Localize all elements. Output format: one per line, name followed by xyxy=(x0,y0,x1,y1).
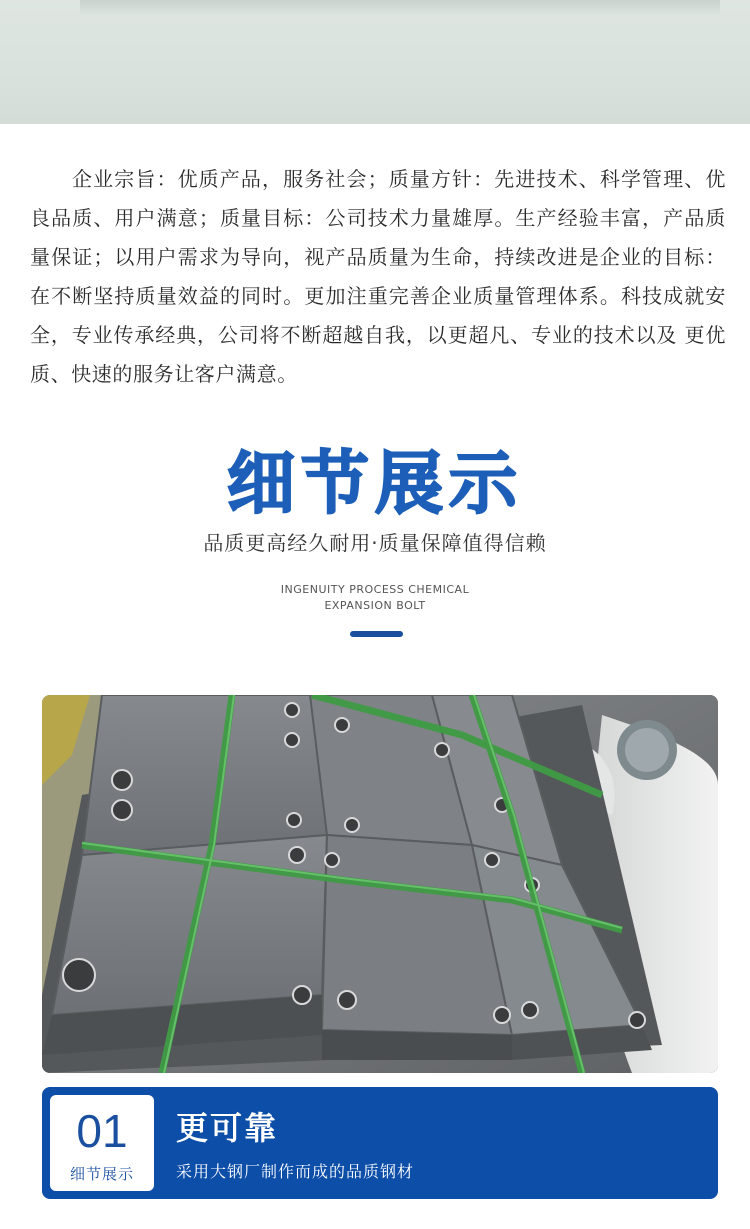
detail-description: 采用大钢厂制作而成的品质钢材 xyxy=(176,1162,415,1181)
detail-number-label: 细节展示 xyxy=(69,1165,134,1183)
section-title: 细节展示 xyxy=(226,445,523,524)
detail-title: 更可靠 xyxy=(176,1109,279,1147)
detail-caption-panel xyxy=(42,1087,718,1199)
detail-number-badge xyxy=(50,1095,154,1191)
title-underline xyxy=(350,631,403,637)
english-tagline-line1: INGENUITY PROCESS CHEMICAL xyxy=(280,583,470,596)
top-photo xyxy=(0,0,750,124)
product-photo xyxy=(42,695,718,1073)
section-subtitle: 品质更高经久耐用·质量保障值得信赖 xyxy=(203,531,547,555)
steel-plates-image xyxy=(42,695,718,1073)
english-tagline xyxy=(0,582,750,614)
intro-paragraph: 企业宗旨：优质产品，服务社会；质量方针：先进技术、科学管理、优良品质、用户满意；质量目标：公司技术力量雄厚。生产经验丰富，产品质量保证；以用户需求为导向，视产品质量为生命，持续改进是企业的目标：在不断坚持质量效益的同时。更加注重完善企业质量管理体系。科技成就安全，专业传承经典，公司将不断超越自我，以更超凡、专业的技术以及 更优质、快速的服务让客户满意。 xyxy=(30,167,726,386)
english-tagline-line2: EXPANSION BOLT xyxy=(324,599,426,612)
detail-number: 01 xyxy=(76,1105,128,1157)
